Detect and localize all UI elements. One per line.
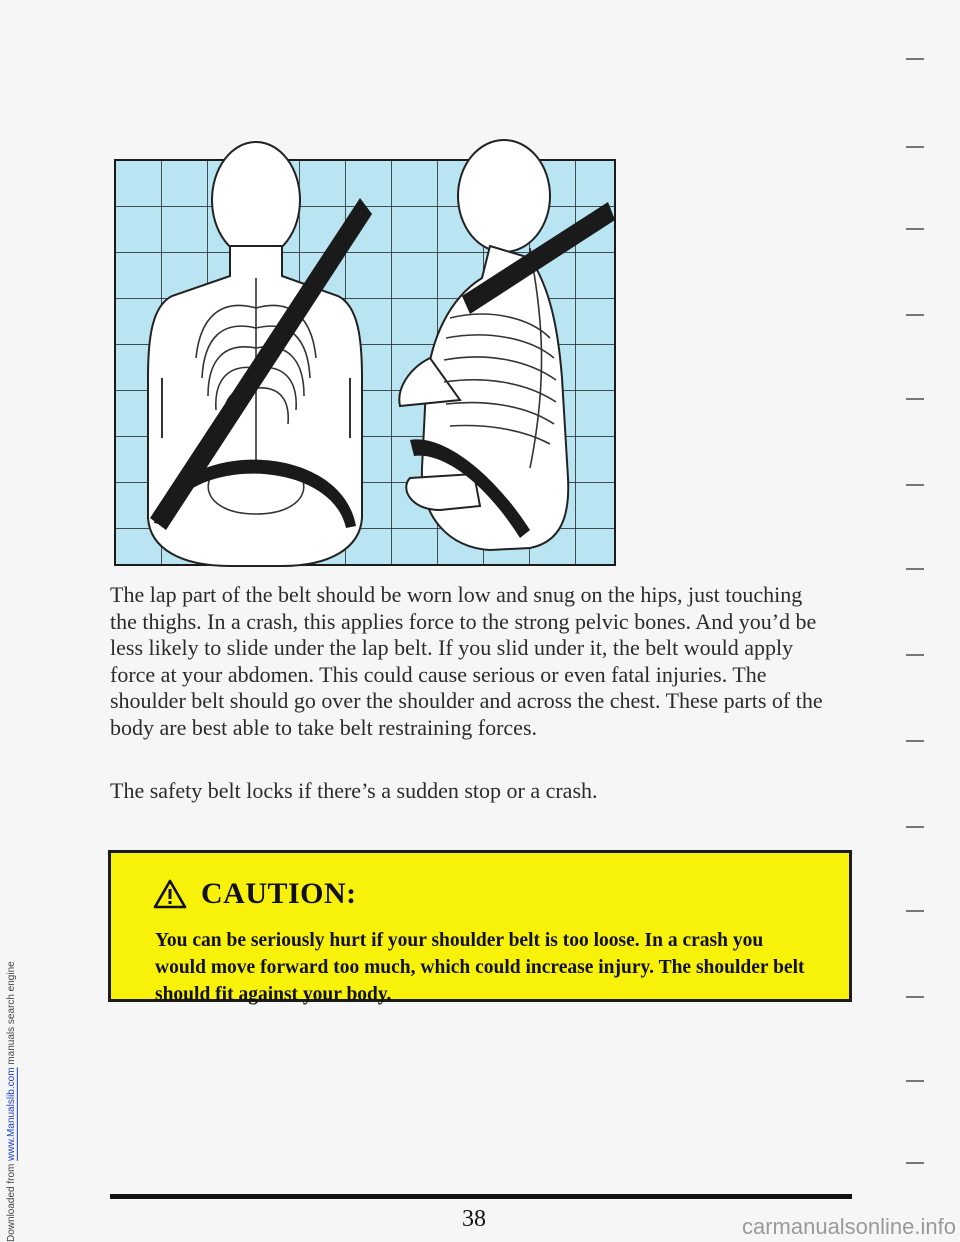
caution-title: CAUTION: [201, 877, 357, 910]
download-suffix: manuals search engine [6, 961, 17, 1068]
caution-heading [153, 877, 357, 911]
footer-rule [110, 1194, 852, 1199]
watermark: carmanualsonline.info [741, 1214, 956, 1239]
page-edge-marks [900, 0, 930, 1242]
download-prefix: Downloaded from [6, 1160, 17, 1242]
download-source-note [6, 0, 18, 1242]
belt-lock-paragraph: The safety belt locks if there’s a sudden stop or a crash. [110, 778, 598, 803]
page-number: 38 [462, 1206, 486, 1232]
manualslib-link[interactable]: www.Manualslib.com [6, 1067, 17, 1161]
lap-belt-paragraph: The lap part of the belt should be worn low and snug on the hips, just touching the thighs. In a crash, this applies force to the strong pelvic bones. And you’d be less likely to slide under the lap belt. If you slid under it, the belt would apply force at your abdomen. This could cause serious or even fatal injuries. The shoulder belt should go over the shoulder and across the chest. These parts of the body are best able to take belt restraining forces. [110, 582, 823, 740]
caution-box [108, 850, 852, 1005]
warning-triangle-icon [153, 879, 187, 909]
caution-text: You can be seriously hurt if your shoulder belt is too loose. In a crash you would move forward too much, which could increase injury. The shoulder belt should fit against your body. [155, 930, 805, 1005]
safety-belt-fit-illustration [110, 138, 620, 568]
